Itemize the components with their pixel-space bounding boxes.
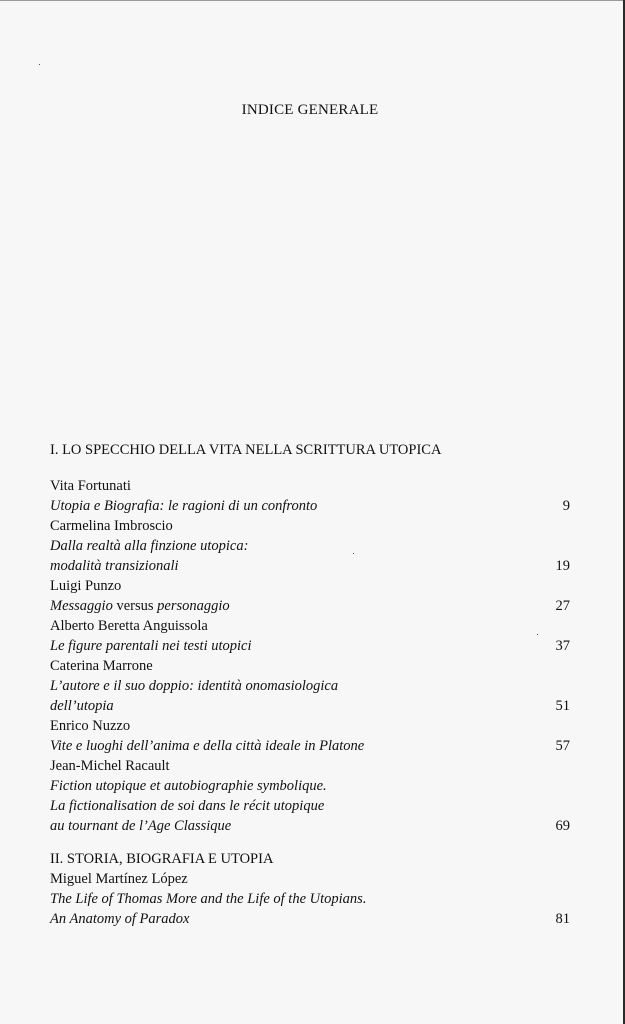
entry-page-number: 37 [555,638,570,654]
entry-title: Fiction utopique et autobiographie symbolique. [50,778,327,794]
entry-author: Miguel Martínez López [50,871,188,887]
toc-entry [50,756,570,836]
entry-title: Vite e luoghi dell’anima e della città ideale in Platone [50,738,365,754]
entry-title: An Anatomy of Paradox [50,911,190,927]
entry-page-number: 81 [555,911,570,927]
toc-entry [50,656,570,716]
entry-title: dell’utopia [50,698,114,714]
entry-page-number: 57 [555,738,570,754]
toc-entry [50,716,570,756]
entry-title: L’autore e il suo doppio: identità onomasiologica [50,678,339,694]
entry-author: Caterina Marrone [50,658,153,674]
page-title: INDICE GENERALE [241,102,379,118]
entry-title: La fictionalisation de soi dans le récit utopique [50,798,325,814]
entry-page-number: 19 [555,558,570,574]
entry-author: Alberto Beretta Anguissola [50,618,208,634]
table-of-contents [50,440,570,929]
entry-page-number: 9 [562,498,570,514]
toc-entry [50,516,570,576]
entry-title-part: personaggio [157,598,230,614]
toc-section-1 [50,440,570,836]
entry-title-part: versus [112,598,158,614]
entry-author: Vita Fortunati [50,478,131,494]
toc-entry [50,476,570,516]
entry-title: Dalla realtà alla finzione utopica: [50,538,249,554]
entry-title: The Life of Thomas More and the Life of the Utopians. [50,891,367,907]
toc-section-2 [50,849,570,929]
entry-author: Carmelina Imbroscio [50,518,173,534]
entry-title [50,596,530,616]
entry-author: Jean-Michel Racault [50,758,170,774]
toc-entry [50,576,570,616]
entry-author: Enrico Nuzzo [50,718,131,734]
entry-title-part: Messaggio [50,598,113,614]
entry-title: Le figure parentali nei testi utopici [50,638,252,654]
entry-title: Utopia e Biografia: le ragioni di un confronto [50,498,318,514]
entry-page-number: 27 [555,598,570,614]
entry-title: au tournant de l’Age Classique [50,818,232,834]
toc-entry [50,616,570,656]
entry-page-number: 69 [555,818,570,834]
section-heading: II. STORIA, BIOGRAFIA E UTOPIA [50,851,274,867]
entry-title: modalità transizionali [50,558,179,574]
entry-author: Luigi Punzo [50,578,122,594]
entry-page-number: 51 [555,698,570,714]
section-heading: I. LO SPECCHIO DELLA VITA NELLA SCRITTURA UTOPICA [50,442,442,458]
scan-speck [39,64,40,65]
toc-entry [50,869,570,929]
page-top-border [0,0,625,1]
